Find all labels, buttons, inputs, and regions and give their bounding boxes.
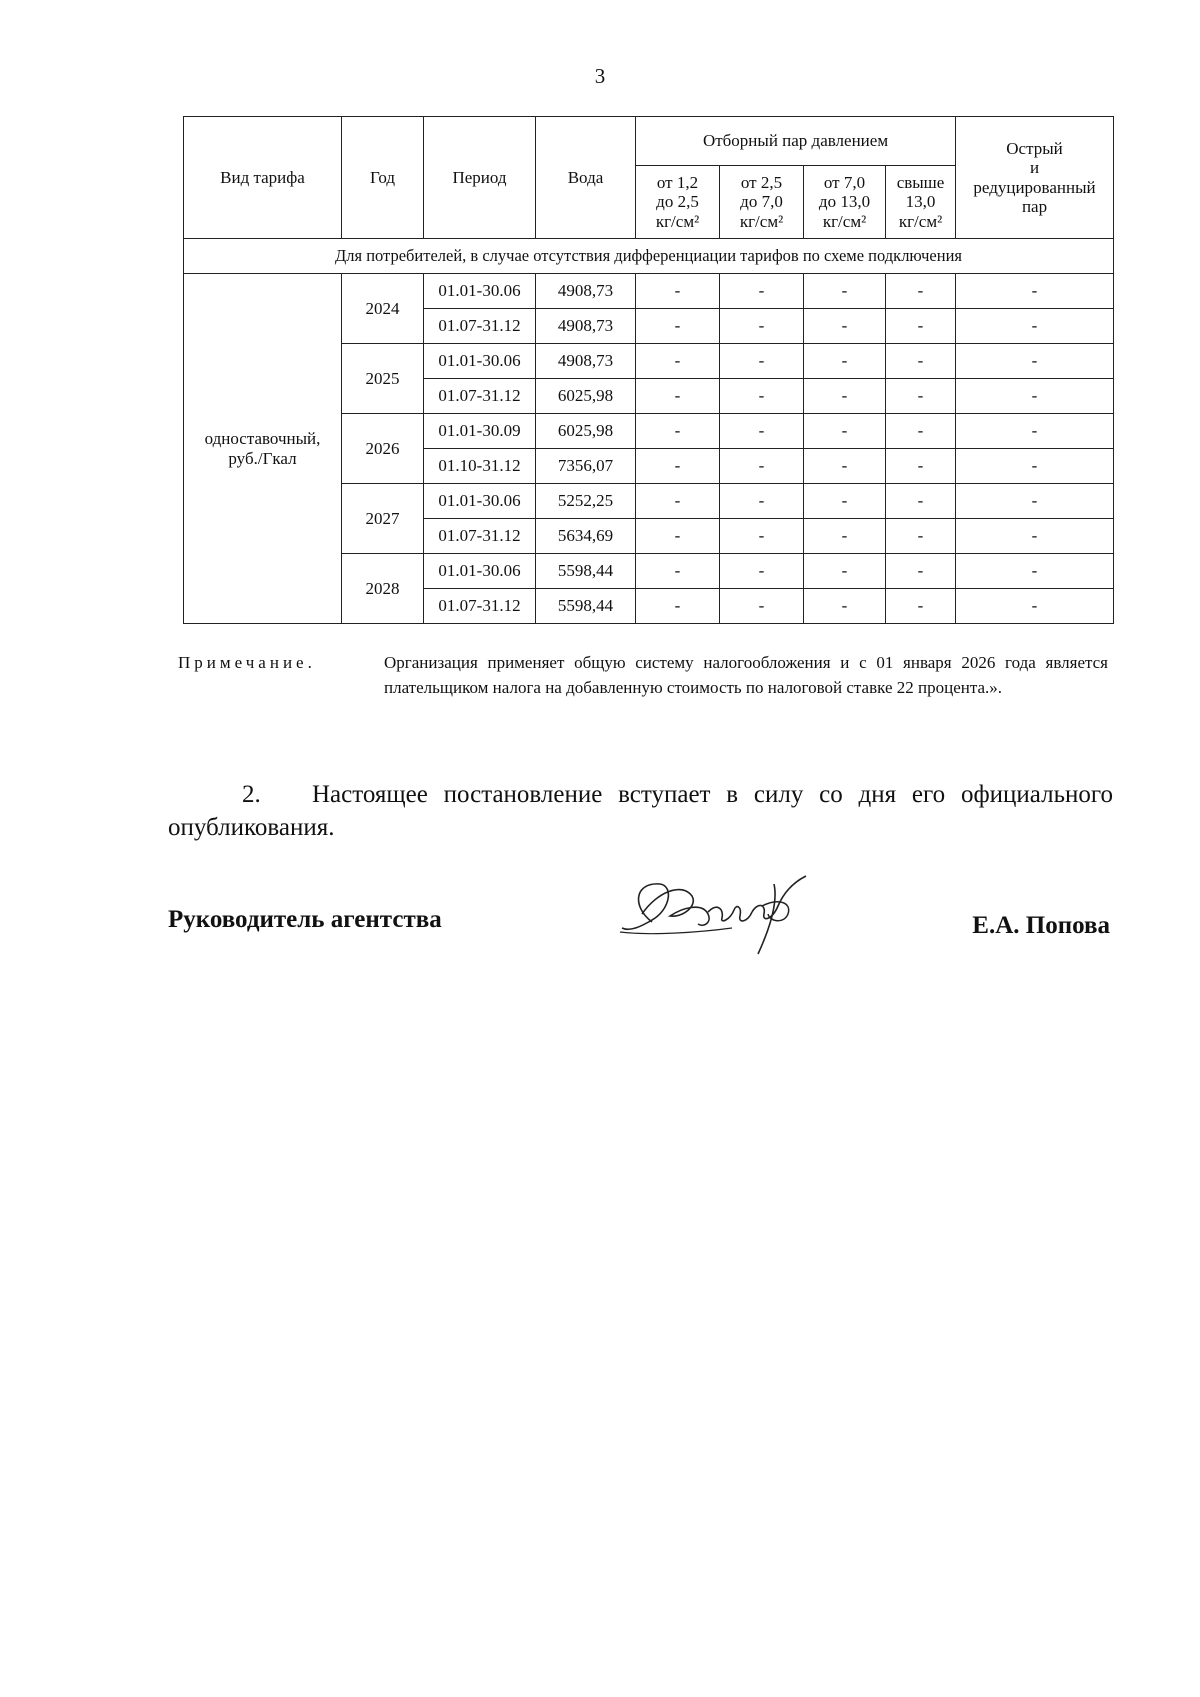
empty-value-cell: -: [956, 554, 1114, 589]
header-pressure-1-line: кг/см²: [655, 211, 700, 231]
header-pressure-4-line: свыше: [896, 173, 945, 193]
empty-value-cell: -: [956, 414, 1114, 449]
empty-value-cell: -: [804, 344, 886, 379]
empty-value-cell: -: [720, 344, 804, 379]
empty-value-cell: -: [886, 379, 956, 414]
empty-value-cell: -: [720, 554, 804, 589]
empty-value-cell: -: [720, 379, 804, 414]
header-sharp-steam-line: Острый: [1006, 139, 1063, 159]
page-number: 3: [594, 64, 606, 88]
empty-value-cell: -: [636, 379, 720, 414]
empty-value-cell: -: [956, 274, 1114, 309]
period-cell: 01.07-31.12: [424, 589, 536, 624]
empty-value-cell: -: [956, 344, 1114, 379]
empty-value-cell: -: [804, 309, 886, 344]
header-pressure-4-line: кг/см²: [898, 211, 943, 231]
empty-value-cell: -: [720, 449, 804, 484]
water-value-cell: 5598,44: [536, 589, 636, 624]
empty-value-cell: -: [886, 344, 956, 379]
table-row: [184, 274, 1114, 309]
empty-value-cell: -: [804, 379, 886, 414]
empty-value-cell: -: [886, 519, 956, 554]
empty-value-cell: -: [804, 589, 886, 624]
header-pressure-2-line: кг/см²: [739, 211, 784, 231]
empty-value-cell: -: [804, 274, 886, 309]
empty-value-cell: -: [886, 589, 956, 624]
empty-value-cell: -: [804, 519, 886, 554]
empty-value-cell: -: [720, 309, 804, 344]
empty-value-cell: -: [636, 589, 720, 624]
water-value-cell: 5598,44: [536, 554, 636, 589]
tariff-table: [183, 116, 1114, 624]
header-pressure-3-line: от 7,0: [823, 173, 866, 193]
empty-value-cell: -: [886, 449, 956, 484]
empty-value-cell: -: [720, 274, 804, 309]
signatory-title: Руководитель агентства: [168, 906, 442, 933]
header-pressure-4: [886, 166, 956, 239]
empty-value-cell: -: [720, 519, 804, 554]
header-extraction-steam: Отборный пар давлением: [636, 117, 956, 166]
note-text: Организация применяет общую систему налогообложения и с 01 января 2026 года является плательщиком налога на добавленную стоимость по налоговой ставке 22 процента.».: [384, 653, 1108, 697]
tariff-type-cell: [184, 274, 342, 624]
water-value-cell: 4908,73: [536, 309, 636, 344]
empty-value-cell: -: [636, 274, 720, 309]
year-cell: 2025: [342, 344, 424, 414]
paragraph-2: [168, 778, 1113, 844]
header-sharp-steam-line: редуцированный: [973, 177, 1096, 197]
empty-value-cell: -: [956, 379, 1114, 414]
header-pressure-1: [636, 166, 720, 239]
empty-value-cell: -: [720, 484, 804, 519]
empty-value-cell: -: [636, 519, 720, 554]
empty-value-cell: -: [956, 449, 1114, 484]
header-pressure-3: [804, 166, 886, 239]
note-label: Примечание.: [178, 653, 316, 672]
header-sharp-steam-line: и: [1029, 158, 1040, 178]
empty-value-cell: -: [636, 449, 720, 484]
empty-value-cell: -: [956, 589, 1114, 624]
header-tariff-type: Вид тарифа: [184, 117, 342, 239]
year-cell: 2028: [342, 554, 424, 624]
period-cell: 01.01-30.06: [424, 484, 536, 519]
empty-value-cell: -: [636, 484, 720, 519]
water-value-cell: 7356,07: [536, 449, 636, 484]
empty-value-cell: -: [804, 554, 886, 589]
paragraph-text: Настоящее постановление вступает в силу со дня его официального опубликования.: [168, 781, 1113, 841]
water-value-cell: 5634,69: [536, 519, 636, 554]
signatory-name: Е.А. Попова: [972, 912, 1110, 939]
header-pressure-4-line: 13,0: [905, 192, 936, 212]
empty-value-cell: -: [636, 414, 720, 449]
period-cell: 01.07-31.12: [424, 519, 536, 554]
header-pressure-2-line: до 7,0: [740, 192, 783, 212]
paragraph-number: 2.: [242, 781, 261, 808]
header-water: Вода: [536, 117, 636, 239]
empty-value-cell: -: [804, 449, 886, 484]
period-cell: 01.01-30.06: [424, 344, 536, 379]
period-cell: 01.10-31.12: [424, 449, 536, 484]
header-pressure-3-line: кг/см²: [822, 211, 867, 231]
empty-value-cell: -: [956, 484, 1114, 519]
empty-value-cell: -: [886, 414, 956, 449]
empty-value-cell: -: [636, 344, 720, 379]
header-pressure-2: [720, 166, 804, 239]
water-value-cell: 4908,73: [536, 344, 636, 379]
period-cell: 01.07-31.12: [424, 379, 536, 414]
empty-value-cell: -: [804, 414, 886, 449]
empty-value-cell: -: [956, 309, 1114, 344]
header-pressure-2-line: от 2,5: [740, 173, 783, 193]
water-value-cell: 4908,73: [536, 274, 636, 309]
year-cell: 2024: [342, 274, 424, 344]
empty-value-cell: -: [804, 484, 886, 519]
header-period: Период: [424, 117, 536, 239]
header-pressure-1-line: до 2,5: [656, 192, 699, 212]
empty-value-cell: -: [886, 309, 956, 344]
empty-value-cell: -: [636, 309, 720, 344]
empty-value-cell: -: [886, 554, 956, 589]
header-pressure-3-line: до 13,0: [818, 192, 871, 212]
empty-value-cell: -: [720, 414, 804, 449]
header-sharp-steam: [956, 117, 1114, 239]
tariff-type-line: руб./Гкал: [228, 448, 297, 468]
section-title: Для потребителей, в случае отсутствия дифференциации тарифов по схеме подключения: [184, 239, 1114, 274]
header-sharp-steam-line: пар: [1021, 196, 1048, 216]
period-cell: 01.01-30.06: [424, 274, 536, 309]
period-cell: 01.01-30.09: [424, 414, 536, 449]
empty-value-cell: -: [886, 274, 956, 309]
water-value-cell: 6025,98: [536, 379, 636, 414]
period-cell: 01.01-30.06: [424, 554, 536, 589]
year-cell: 2027: [342, 484, 424, 554]
year-cell: 2026: [342, 414, 424, 484]
empty-value-cell: -: [720, 589, 804, 624]
empty-value-cell: -: [636, 554, 720, 589]
water-value-cell: 6025,98: [536, 414, 636, 449]
empty-value-cell: -: [956, 519, 1114, 554]
tariff-type-line: одноставочный,: [204, 429, 321, 449]
empty-value-cell: -: [886, 484, 956, 519]
handwritten-signature: [612, 862, 822, 962]
period-cell: 01.07-31.12: [424, 309, 536, 344]
water-value-cell: 5252,25: [536, 484, 636, 519]
header-year: Год: [342, 117, 424, 239]
header-pressure-1-line: от 1,2: [656, 173, 699, 193]
